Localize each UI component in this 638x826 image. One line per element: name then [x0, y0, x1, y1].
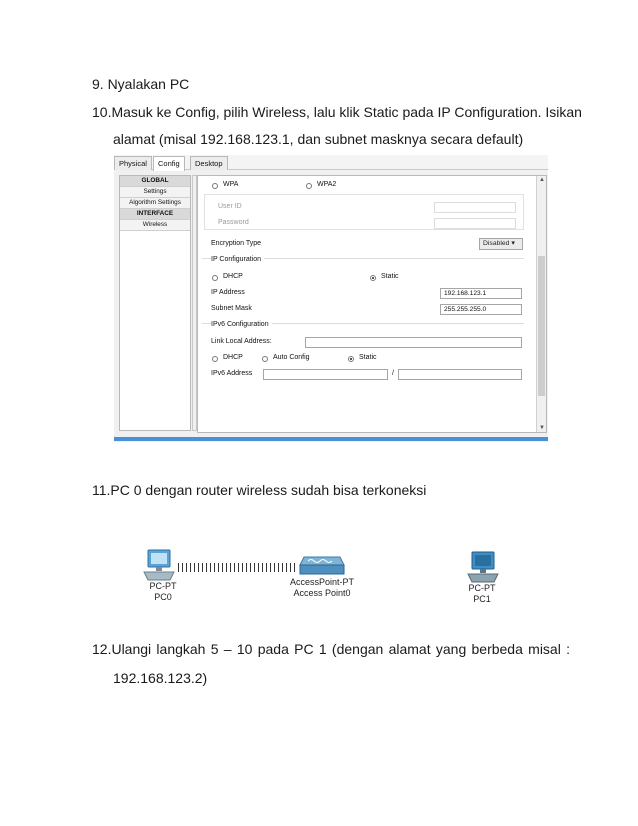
ip-address-label: IP Address	[211, 289, 245, 296]
step-9: 9. Nyalakan PC	[92, 76, 190, 92]
link-local-address-input[interactable]	[305, 337, 522, 348]
static-radio[interactable]	[370, 275, 376, 281]
access-point-label: AccessPoint-PT Access Point0	[289, 577, 355, 598]
window-bottom-bar	[114, 437, 548, 441]
ipv6-auto-config-label: Auto Config	[273, 354, 310, 361]
wpa-label: WPA	[223, 181, 239, 188]
ip-config-title: IP Configuration	[211, 256, 264, 263]
step-12: 12.Ulangi langkah 5 – 10 pada PC 1 (dengan alamat yang berbeda misal :	[92, 641, 570, 657]
menu-item-wireless[interactable]: Wireless	[120, 220, 190, 231]
step-12-continued: 192.168.123.2)	[113, 670, 208, 686]
pc1-icon[interactable]	[464, 550, 502, 586]
panel-scrollbar[interactable]	[536, 176, 546, 432]
user-id-label: User ID	[218, 203, 242, 210]
ipv6-address-input[interactable]	[263, 369, 388, 380]
ipv6-prefix-slash: /	[392, 370, 394, 377]
user-id-input[interactable]	[434, 202, 516, 213]
scroll-thumb[interactable]	[538, 256, 545, 396]
menu-item-algorithm-settings[interactable]: Algorithm Settings	[120, 198, 190, 209]
ipv6-static-label: Static	[359, 354, 377, 361]
wpa2-label: WPA2	[317, 181, 337, 188]
ip-address-input[interactable]: 192.168.123.1	[440, 288, 522, 299]
encryption-type-label: Encryption Type	[211, 240, 262, 247]
step-10: 10.Masuk ke Config, pilih Wireless, lalu klik Static pada IP Configuration. Isikan	[92, 104, 582, 120]
encryption-type-select[interactable]: Disabled ▾	[479, 238, 523, 250]
wireless-link	[178, 563, 298, 572]
dhcp-label: DHCP	[223, 273, 243, 280]
wpa-radio[interactable]	[212, 183, 218, 189]
ipv6-config-title: IPv6 Configuration	[211, 321, 272, 328]
link-local-address-label: Link Local Address:	[211, 338, 272, 345]
ipv6-address-label: IPv6 Address	[211, 370, 253, 377]
ipv6-static-radio[interactable]	[348, 356, 354, 362]
ipv6-dhcp-radio[interactable]	[212, 356, 218, 362]
subnet-mask-label: Subnet Mask	[211, 305, 252, 312]
ipv6-dhcp-label: DHCP	[223, 354, 243, 361]
config-menu	[119, 175, 191, 431]
access-point-icon[interactable]	[298, 555, 346, 577]
scroll-up-icon[interactable]: ▲	[539, 177, 545, 183]
menu-item-settings[interactable]: Settings	[120, 187, 190, 198]
pc1-label: PC-PT PC1	[468, 583, 496, 604]
menu-header-global: GLOBAL	[120, 176, 190, 187]
pc0-icon[interactable]	[140, 548, 178, 584]
subnet-mask-input[interactable]: 255.255.255.0	[440, 304, 522, 315]
tab-config[interactable]: Config	[153, 156, 185, 171]
tab-bar	[114, 155, 548, 170]
chevron-down-icon: ▾	[511, 240, 515, 247]
pc0-label: PC-PT PC0	[149, 581, 177, 602]
dhcp-radio[interactable]	[212, 275, 218, 281]
scroll-down-icon[interactable]: ▼	[539, 425, 545, 431]
menu-header-interface: INTERFACE	[120, 209, 190, 220]
password-label: Password	[218, 219, 249, 226]
password-input[interactable]	[434, 218, 516, 229]
wireless-config-panel	[197, 175, 547, 433]
ipv6-auto-config-radio[interactable]	[262, 356, 268, 362]
tab-desktop[interactable]: Desktop	[190, 156, 228, 170]
step-11: 11.PC 0 dengan router wireless sudah bisa terkoneksi	[92, 482, 427, 498]
config-window	[114, 155, 548, 442]
static-label: Static	[381, 273, 399, 280]
step-10-continued: alamat (misal 192.168.123.1, dan subnet masknya secara default)	[113, 131, 524, 147]
wpa2-radio[interactable]	[306, 183, 312, 189]
ipv6-prefix-input[interactable]	[398, 369, 522, 380]
tab-physical[interactable]: Physical	[114, 156, 152, 170]
